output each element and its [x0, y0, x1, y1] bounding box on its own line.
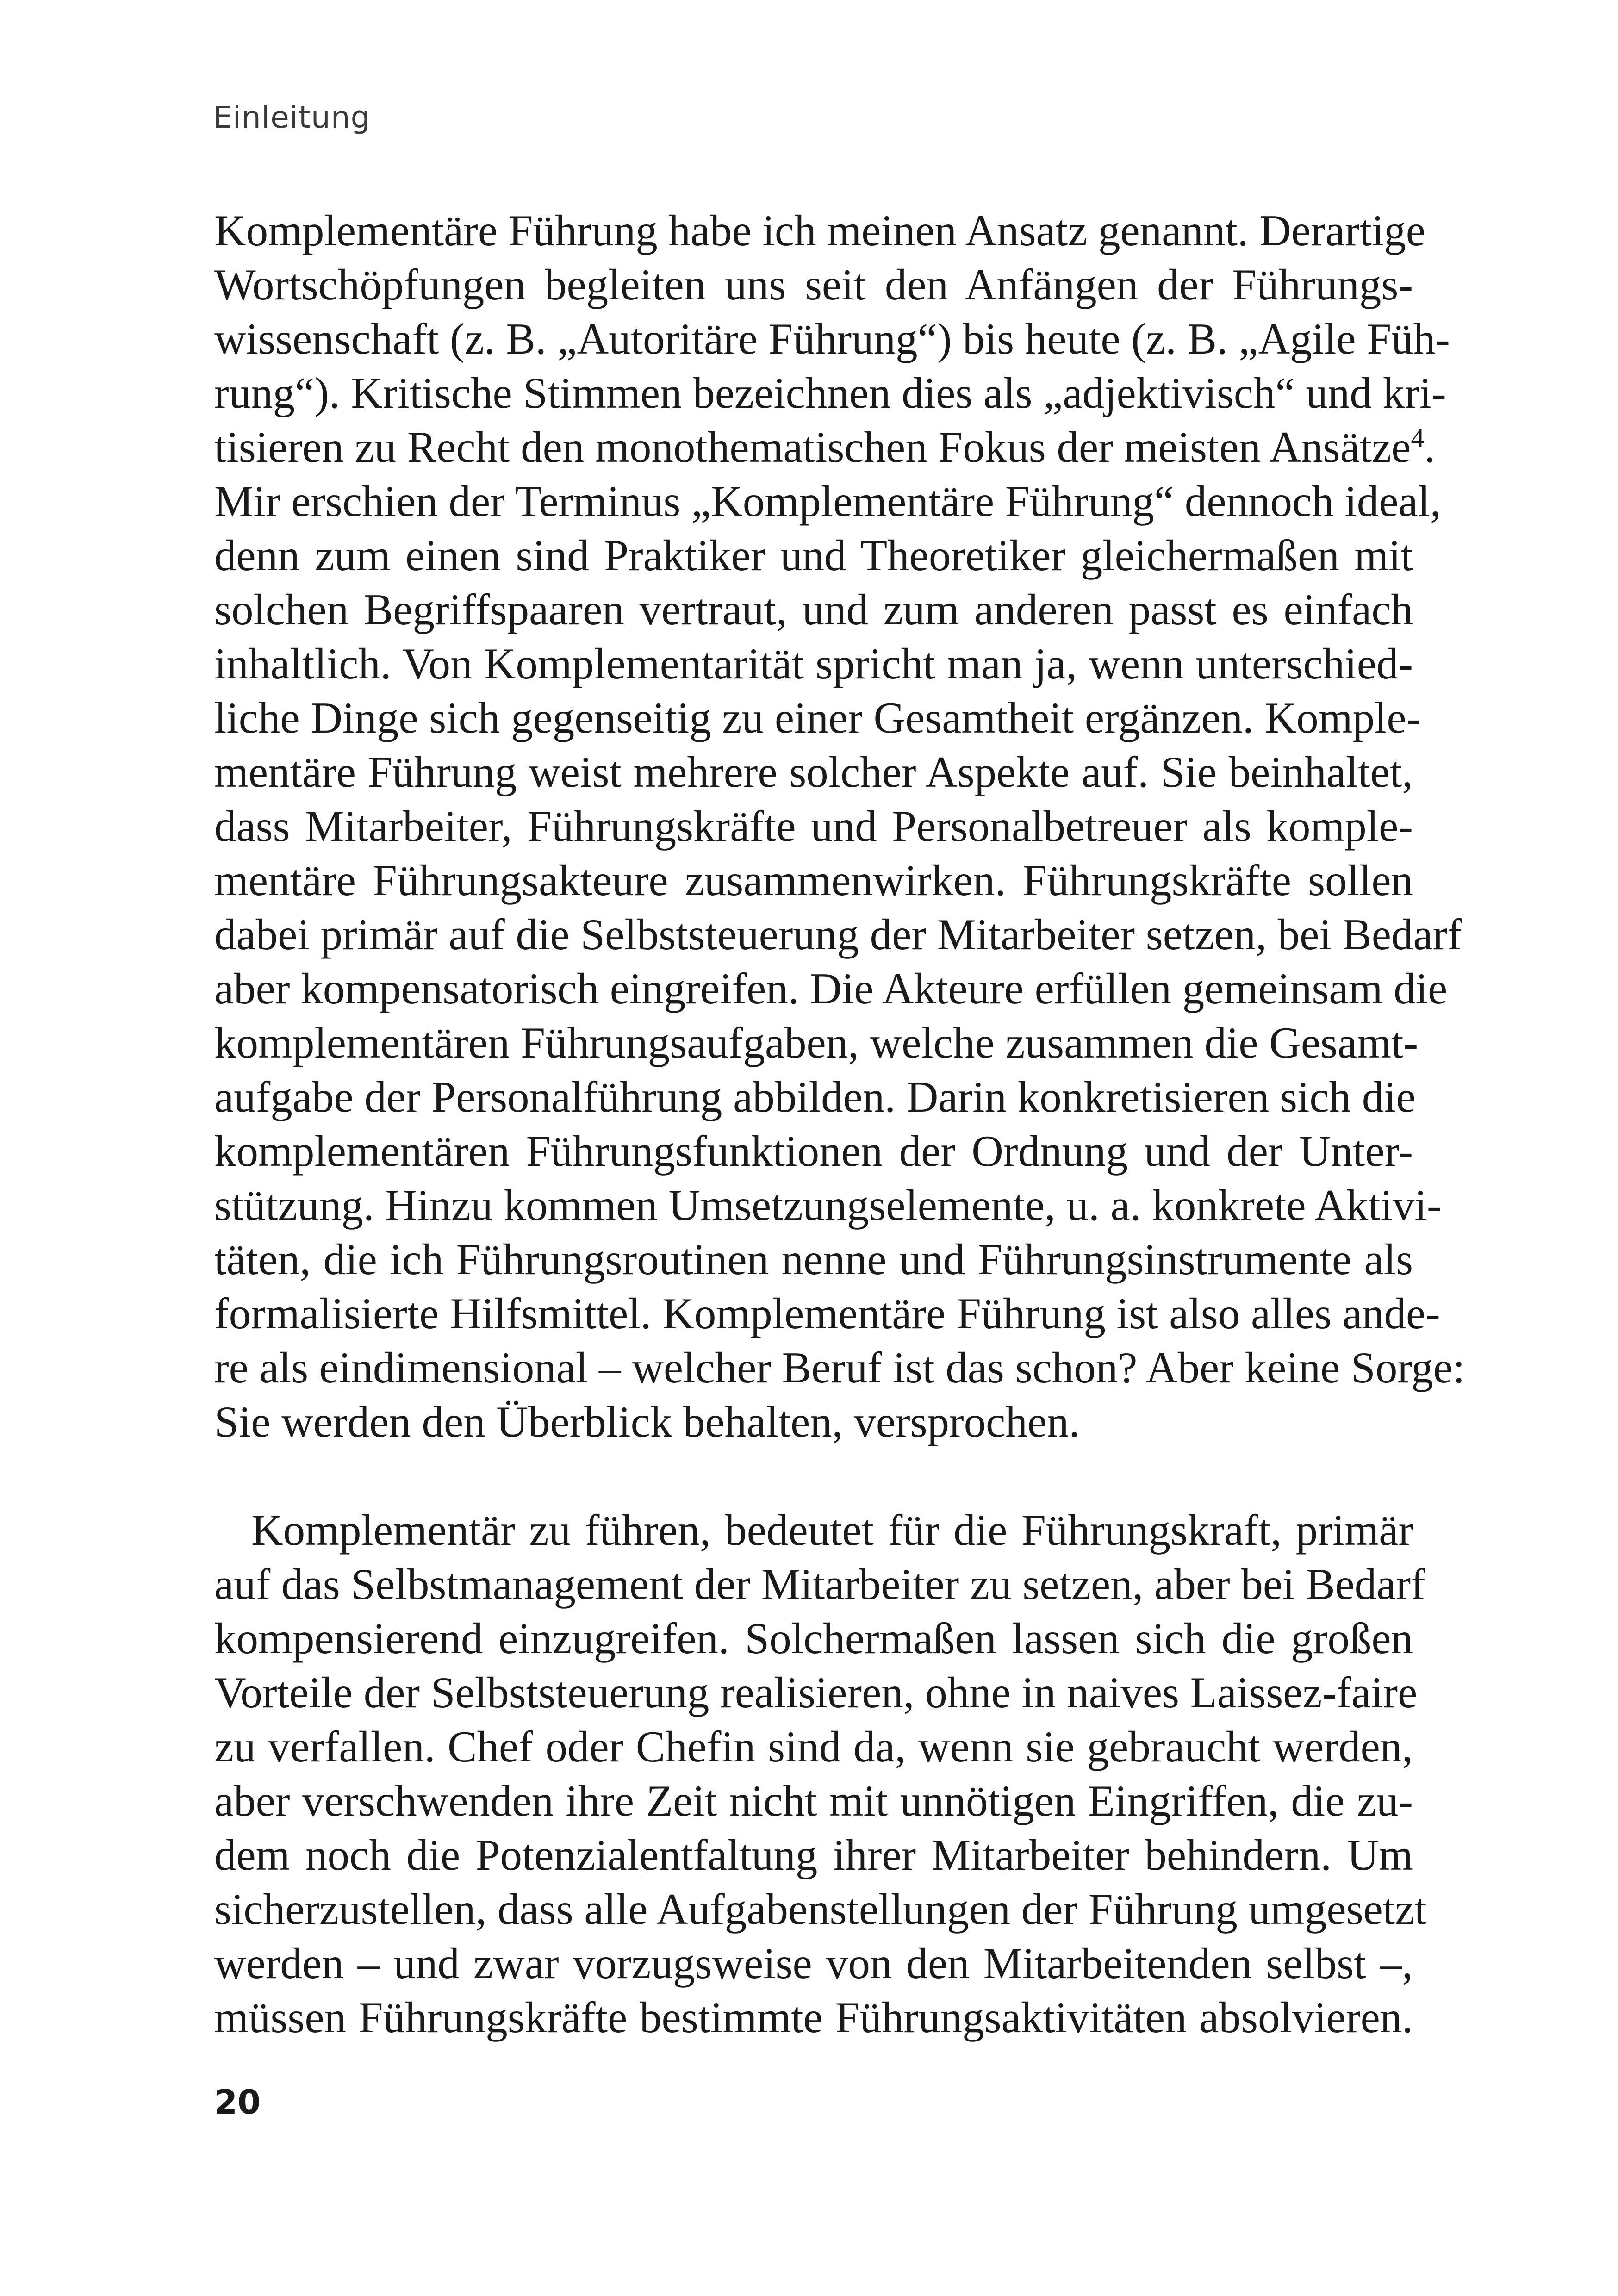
text-line: formalisierte Hilfsmittel. Komplementäre Führung ist also alles ande-: [214, 1289, 1440, 1338]
text-line: mentäre Führungsakteure zusammenwirken. Führungskräfte sollen: [214, 856, 1413, 905]
text-line: Wortschöpfungen begleiten uns seit den Anfängen der Führungs-: [214, 260, 1413, 309]
paragraph-gap: [214, 1449, 1413, 1503]
page-number: 20: [214, 2083, 261, 2122]
text-line: auf das Selbstmanagement der Mitarbeiter zu setzen, aber bei Bedarf: [214, 1560, 1425, 1609]
text-line: liche Dinge sich gegenseitig zu einer Gesamtheit ergänzen. Komple-: [214, 693, 1421, 742]
text-line: re als eindimensional – welcher Beruf ist das schon? Aber keine Sorge:: [214, 1343, 1465, 1392]
text-line: Sie werden den Überblick behalten, versprochen.: [214, 1397, 1080, 1446]
text-line: Vorteile der Selbststeuerung realisieren, ohne in naives Laissez-faire: [214, 1668, 1418, 1717]
text-line: aber kompensatorisch eingreifen. Die Akteure erfüllen gemeinsam die: [214, 964, 1448, 1013]
running-head: Einleitung: [213, 100, 371, 135]
text-line: wissenschaft (z. B. „Autoritäre Führung“) bis heute (z. B. „Agile Füh-: [214, 314, 1450, 363]
text-line: dabei primär auf die Selbststeuerung der Mitarbeiter setzen, bei Bedarf: [214, 910, 1462, 959]
text-line: zu verfallen. Chef oder Chefin sind da, wenn sie gebraucht werden,: [214, 1722, 1413, 1771]
body-text: [214, 204, 1465, 2045]
text-line: müssen Führungskräfte bestimmte Führungsaktivitäten absolvieren.: [214, 1993, 1413, 2042]
footnote-trailing-period: .: [1424, 423, 1436, 472]
footnote-marker[interactable]: 4: [1411, 423, 1425, 453]
text-line-with-footnote: [214, 420, 1436, 474]
text-line: solchen Begriffspaaren vertraut, und zum anderen passt es einfach: [214, 585, 1413, 634]
text-line: Komplementär zu führen, bedeutet für die Führungskraft, primär: [251, 1506, 1413, 1555]
text-line: komplementären Führungsaufgaben, welche zusammen die Gesamt-: [214, 1018, 1419, 1067]
text-line: denn zum einen sind Praktiker und Theoretiker gleichermaßen mit: [214, 531, 1413, 580]
text-line-content: tisieren zu Recht den monothematischen Fokus der meisten Ansätze: [214, 423, 1411, 472]
text-line: stützung. Hinzu kommen Umsetzungselemente, u. a. konkrete Aktivi-: [214, 1181, 1442, 1230]
text-line: rung“). Kritische Stimmen bezeichnen dies als „adjektivisch“ und kri-: [214, 368, 1446, 417]
text-line: aufgabe der Personalführung abbilden. Darin konkretisieren sich die: [214, 1072, 1416, 1121]
text-line: mentäre Führung weist mehrere solcher Aspekte auf. Sie beinhaltet,: [214, 747, 1413, 796]
text-line: täten, die ich Führungsroutinen nenne und Führungsinstrumente als: [214, 1235, 1413, 1284]
text-line: kompensierend einzugreifen. Solchermaßen lassen sich die großen: [214, 1614, 1413, 1663]
text-line: werden – und zwar vorzugsweise von den Mitarbeitenden selbst –,: [214, 1939, 1413, 1988]
text-line: aber verschwenden ihre Zeit nicht mit unnötigen Eingriffen, die zu-: [214, 1776, 1413, 1825]
text-line: dass Mitarbeiter, Führungskräfte und Personalbetreuer als komple-: [214, 802, 1413, 851]
text-line: komplementären Führungsfunktionen der Ordnung und der Unter-: [214, 1126, 1413, 1176]
text-line: Mir erschien der Terminus „Komplementäre Führung“ dennoch ideal,: [214, 477, 1441, 526]
text-line: Komplementäre Führung habe ich meinen Ansatz genannt. Derartige: [214, 206, 1425, 255]
text-line: dem noch die Potenzialentfaltung ihrer Mitarbeiter behindern. Um: [214, 1830, 1413, 1879]
text-line: inhaltlich. Von Komplementarität spricht man ja, wenn unterschied-: [214, 639, 1413, 688]
text-line: sicherzustellen, dass alle Aufgabenstellungen der Führung umgesetzt: [214, 1885, 1427, 1934]
